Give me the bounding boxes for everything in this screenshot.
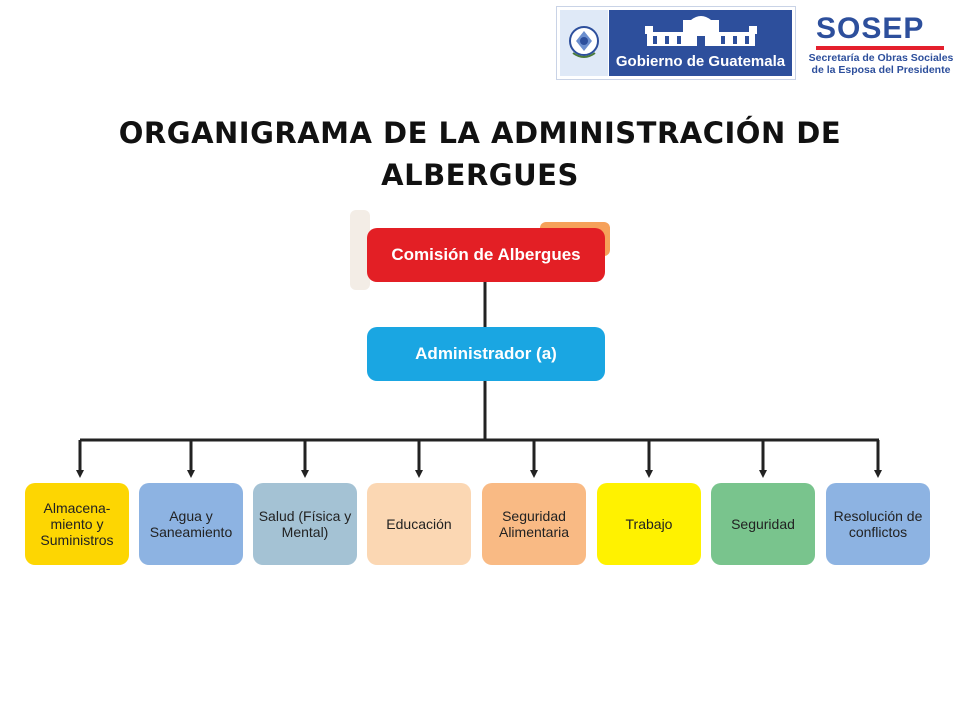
node-unit-trabajo: Trabajo	[597, 483, 701, 565]
node-unit-educacion: Educación	[367, 483, 471, 565]
page-title-line1: ORGANIGRAMA DE LA ADMINISTRACIÓN DE	[118, 116, 842, 150]
page-title-line2: ALBERGUES	[381, 158, 579, 192]
node-unit-agua-saneamiento: Agua y Saneamiento	[139, 483, 243, 565]
sosep-name: SOSEP	[816, 12, 925, 45]
node-unit-seguridad-alimentaria: Seguridad Alimentaria	[482, 483, 586, 565]
node-comision-albergues: Comisión de Albergues	[367, 228, 605, 282]
node-unit-salud: Salud (Física y Mental)	[253, 483, 357, 565]
node-unit-seguridad: Seguridad	[711, 483, 815, 565]
sosep-subtitle-line1: Secretaría de Obras Sociales	[808, 52, 954, 64]
government-logo-text: Gobierno de Guatemala	[615, 53, 786, 70]
sosep-subtitle-line2: de la Esposa del Presidente	[811, 64, 951, 76]
node-unit-almacenamiento: Almacena-miento y Suministros	[25, 483, 129, 565]
node-administrador: Administrador (a)	[367, 327, 605, 381]
node-unit-resolucion-conflictos: Resolución de conflictos	[826, 483, 930, 565]
